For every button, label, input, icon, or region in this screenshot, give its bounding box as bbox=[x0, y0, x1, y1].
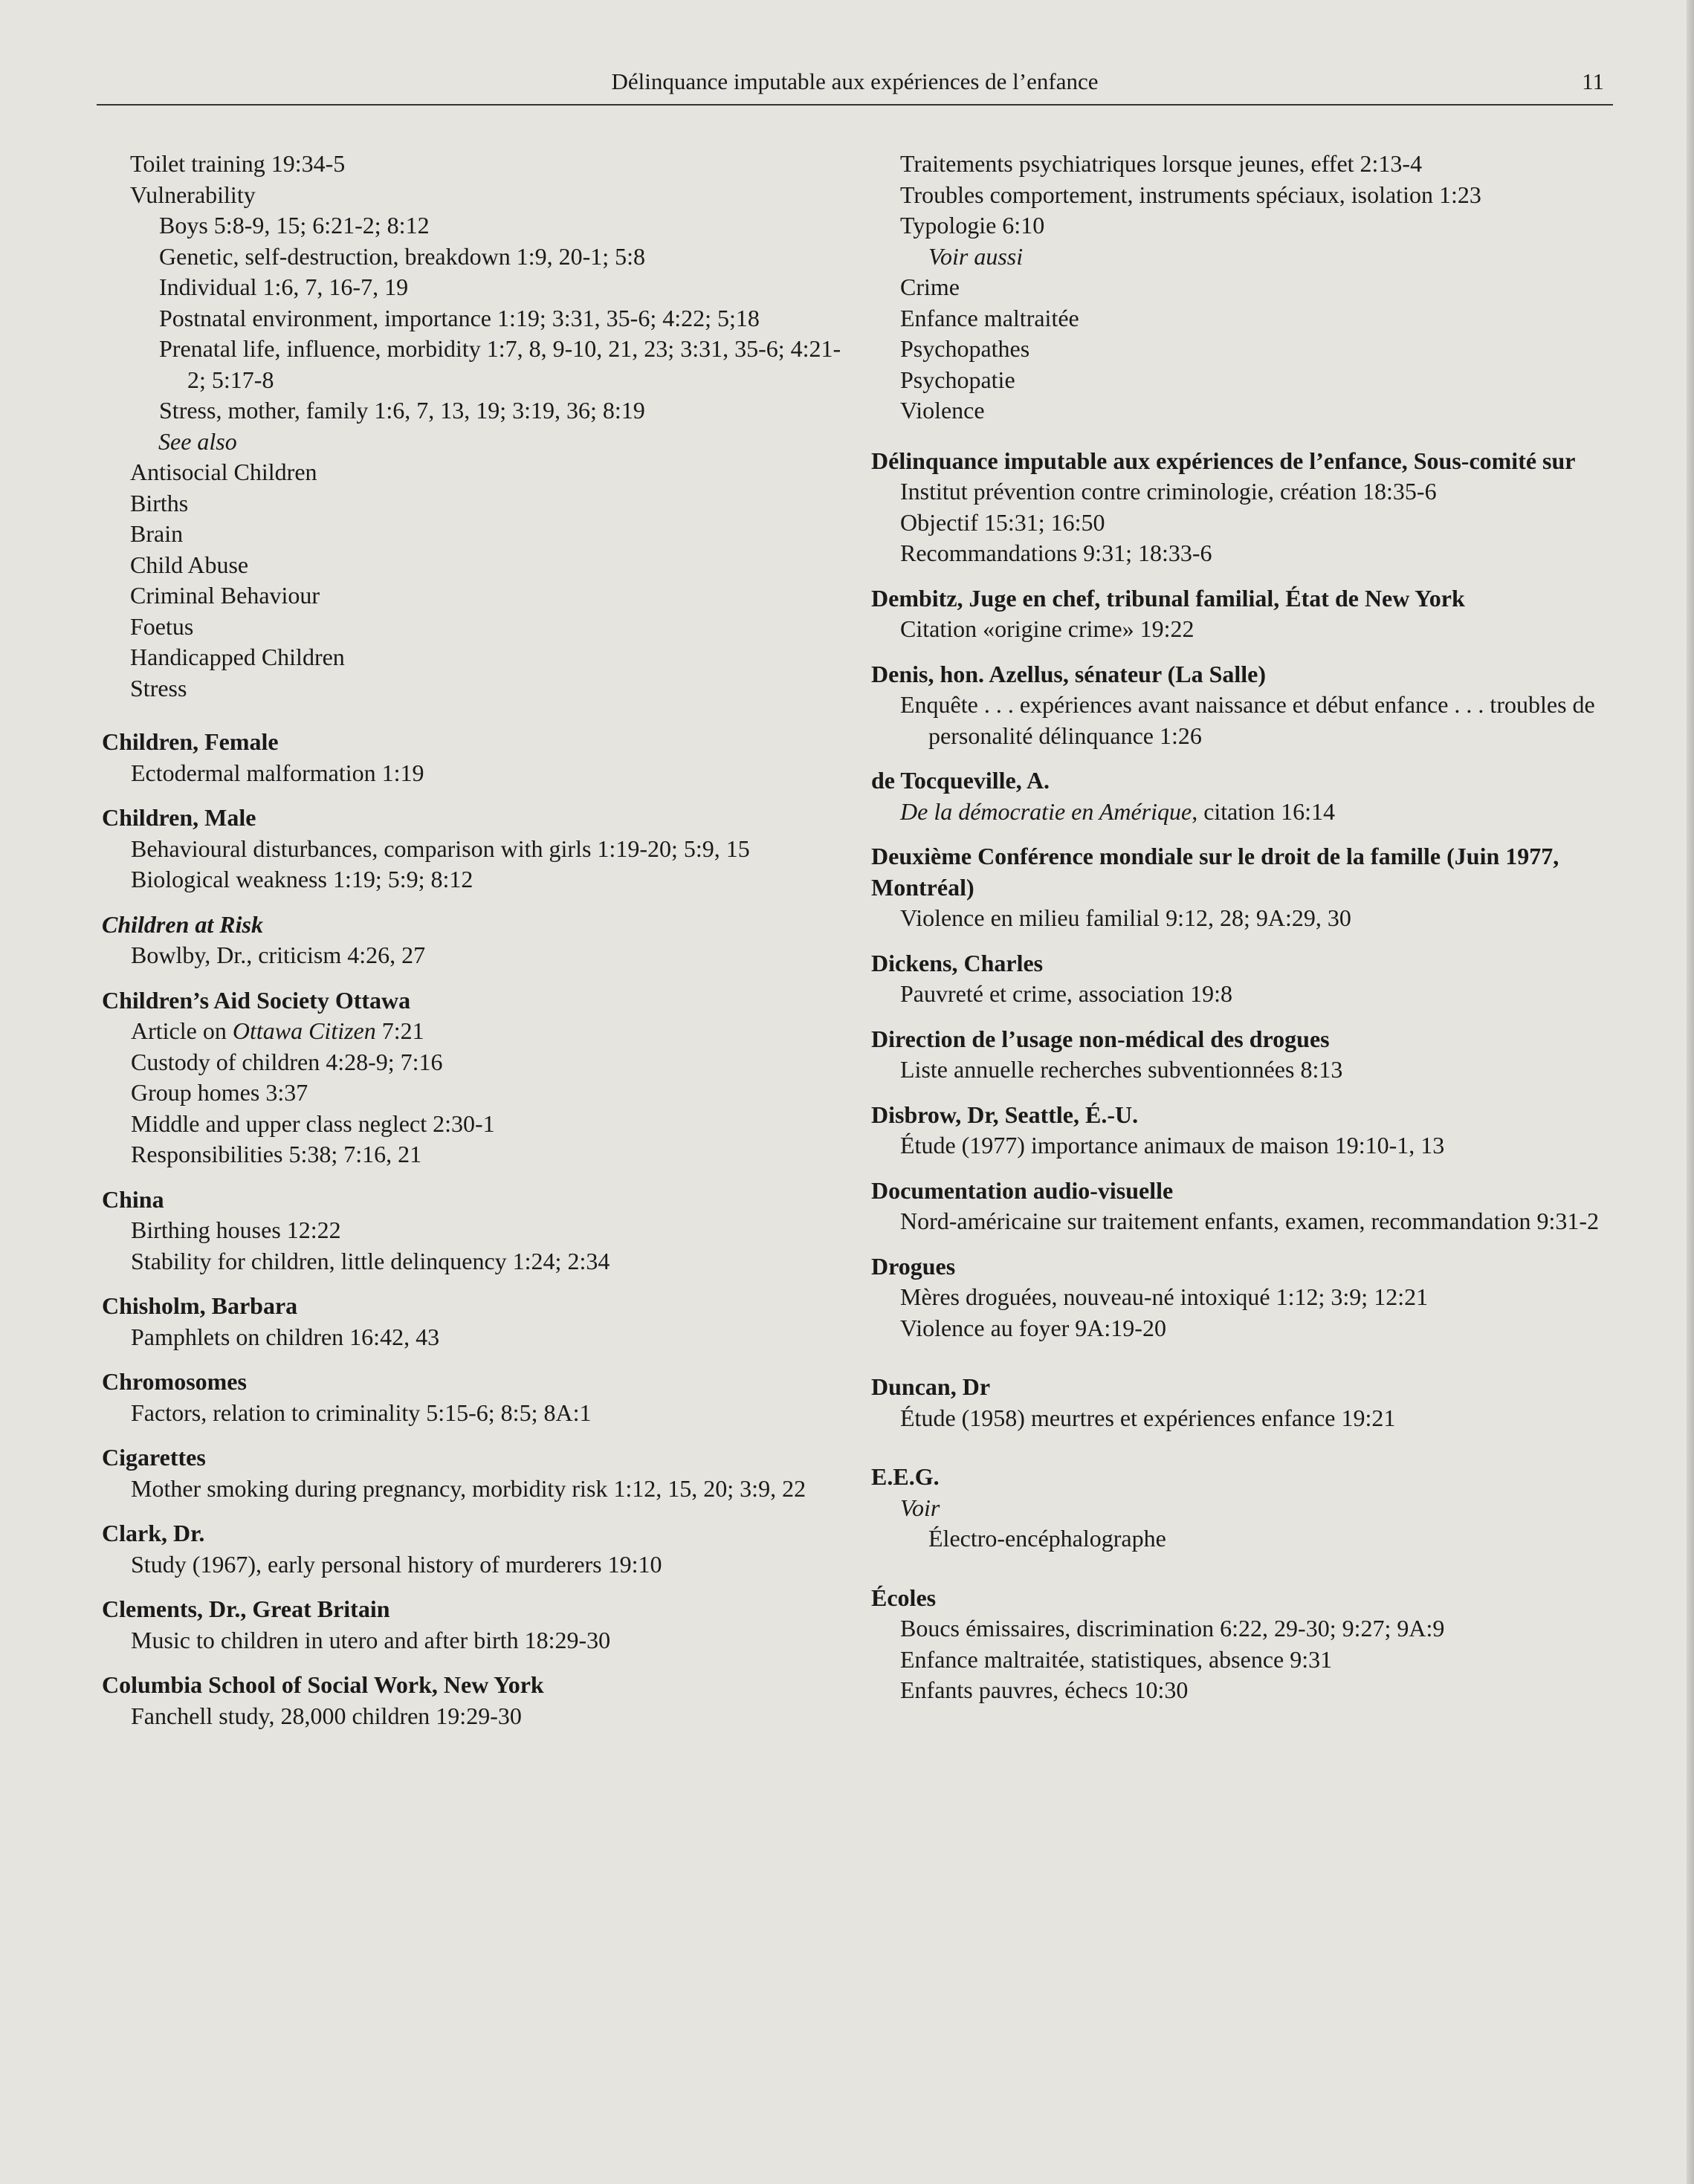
entry-subitem: Stability for children, little delinquency 1:24; 2:34 bbox=[131, 1247, 610, 1274]
entry-subitem: Birthing houses 12:22 bbox=[131, 1216, 341, 1243]
entry-subitem: Nord-américaine sur traitement enfants, examen, recommandation 9:31-2 bbox=[900, 1208, 1600, 1234]
entry-subitem: Objectif 15:31; 16:50 bbox=[900, 508, 1105, 536]
vulnerability-item: Postnatal environment, importance 1:19; 3:31, 35-6; 4:22; 5;18 bbox=[159, 304, 760, 331]
index-entry bbox=[102, 1518, 845, 1580]
entry-heading: China bbox=[102, 1185, 164, 1213]
entry-subitem: Enfance maltraitée, statistiques, absence 9:31 bbox=[900, 1645, 1333, 1673]
entry-heading: Columbia School of Social Work, New York bbox=[102, 1671, 544, 1698]
entry-subitem bbox=[102, 1016, 845, 1047]
index-entry bbox=[871, 446, 1614, 569]
subentry-toilet-training: Toilet training 19:34-5 bbox=[130, 150, 346, 177]
vulnerability-item: Boys 5:8-9, 15; 6:21-2; 8:12 bbox=[159, 212, 430, 239]
entry-subitem: Responsibilities 5:38; 7:16, 21 bbox=[131, 1141, 422, 1167]
index-entry bbox=[102, 1291, 845, 1352]
index-entry bbox=[871, 765, 1614, 827]
index-entry bbox=[871, 1372, 1614, 1433]
see-also-item: Handicapped Children bbox=[130, 644, 345, 670]
entry-subitem: Fanchell study, 28,000 children 19:29-30 bbox=[131, 1702, 522, 1729]
entry-subitem: Study (1967), early personal history of murderers 19:10 bbox=[131, 1550, 662, 1578]
see-also-label: See also bbox=[158, 427, 237, 455]
entry-heading: Cigarettes bbox=[102, 1444, 206, 1471]
index-entry bbox=[871, 659, 1614, 752]
entry-subitem: Pauvreté et crime, association 19:8 bbox=[900, 980, 1232, 1007]
entry-heading: Denis, hon. Azellus, sénateur (La Salle) bbox=[871, 660, 1266, 687]
index-entry bbox=[102, 1185, 845, 1277]
entry-heading: Clark, Dr. bbox=[102, 1520, 205, 1546]
vulnerability-list bbox=[130, 210, 845, 457]
article-prefix: Article on bbox=[131, 1017, 233, 1044]
see-also-item: Foetus bbox=[130, 612, 194, 640]
index-entry bbox=[871, 1024, 1614, 1086]
entry-heading: Dickens, Charles bbox=[871, 949, 1044, 976]
see-also-item: Child Abuse bbox=[130, 551, 249, 578]
see-also-item: Antisocial Children bbox=[130, 458, 317, 485]
index-entry bbox=[102, 1594, 845, 1656]
entry-heading: Dembitz, Juge en chef, tribunal familial, État de New York bbox=[871, 584, 1465, 612]
index-entry bbox=[102, 910, 845, 971]
see-also-item: Brain bbox=[130, 520, 184, 547]
entry-subitem: Enquête . . . expériences avant naissance et début enfance . . . troubles de personalité délinquance 1:26 bbox=[900, 691, 1595, 749]
index-entry-delinquance-continued bbox=[871, 149, 1614, 427]
voir-aussi-label: Voir aussi bbox=[928, 242, 1024, 270]
voir-aussi-item: Crime bbox=[900, 273, 960, 300]
article-title: Ottawa Citizen bbox=[232, 1017, 376, 1044]
entry-subitem: Pamphlets on children 16:42, 43 bbox=[131, 1323, 440, 1350]
entry-heading: Deuxième Conférence mondiale sur le droit de la famille (Juin 1977, Montréal) bbox=[871, 843, 1559, 901]
page-number: 11 bbox=[1582, 68, 1604, 94]
entry-subitem: Institut prévention contre criminologie, création 18:35-6 bbox=[900, 478, 1437, 505]
index-entry bbox=[871, 1462, 1614, 1555]
entry-heading: Délinquance imputable aux expériences de l’enfance, Sous-comité sur bbox=[871, 447, 1576, 474]
entry-subitem: Ectodermal malformation 1:19 bbox=[131, 759, 424, 786]
index-entry-children-continued bbox=[102, 149, 845, 704]
entry-subitem: Biological weakness 1:19; 5:9; 8:12 bbox=[131, 866, 473, 892]
index-entry bbox=[871, 1100, 1614, 1161]
entry-heading: Disbrow, Dr, Seattle, É.-U. bbox=[871, 1101, 1139, 1128]
voir-aussi-item: Psychopatie bbox=[900, 366, 1015, 393]
index-entry bbox=[871, 1251, 1614, 1344]
entry-subitem: Étude (1977) importance animaux de maison 19:10-1, 13 bbox=[900, 1132, 1445, 1159]
vulnerability-item: Genetic, self-destruction, breakdown 1:9, 20-1; 5:8 bbox=[159, 242, 646, 270]
entry-subitem: Recommandations 9:31; 18:33-6 bbox=[900, 539, 1212, 566]
entry-subitem: Mother smoking during pregnancy, morbidity risk 1:12, 15, 20; 3:9, 22 bbox=[131, 1474, 806, 1502]
entry-subitem: Enfants pauvres, échecs 10:30 bbox=[900, 1676, 1189, 1703]
index-entry bbox=[102, 803, 845, 895]
left-column bbox=[102, 149, 845, 1731]
header-rule bbox=[97, 104, 1613, 106]
entry-subitem: Group homes 3:37 bbox=[131, 1079, 308, 1106]
book-title: De la démocratie en Amérique bbox=[900, 797, 1192, 825]
entry-subitem: Custody of children 4:28-9; 7:16 bbox=[131, 1048, 443, 1075]
index-entry bbox=[102, 1442, 845, 1504]
voir-label: Voir bbox=[900, 1494, 940, 1521]
voir-target: Électro-encéphalographe bbox=[928, 1525, 1166, 1552]
book-citation: , citation 16:14 bbox=[1192, 797, 1336, 825]
entry-heading: Documentation audio-visuelle bbox=[871, 1176, 1174, 1204]
see-also-item: Births bbox=[130, 489, 189, 516]
article-suffix: 7:21 bbox=[375, 1017, 424, 1044]
entry-heading: Duncan, Dr bbox=[871, 1373, 991, 1400]
subentry-vulnerability: Vulnerability bbox=[130, 181, 256, 208]
entry-subitem: Typologie 6:10 bbox=[900, 212, 1045, 239]
right-column bbox=[871, 149, 1614, 1706]
entry-subitem: Behavioural disturbances, comparison with girls 1:19-20; 5:9, 15 bbox=[131, 835, 750, 862]
entry-subitem: Factors, relation to criminality 5:15-6; 8:5; 8A:1 bbox=[131, 1399, 592, 1426]
entry-heading: de Tocqueville, A. bbox=[871, 767, 1050, 794]
index-entry bbox=[871, 1583, 1614, 1706]
see-also-item: Stress bbox=[130, 674, 187, 701]
entry-subitem: Violence en milieu familial 9:12, 28; 9A:29, 30 bbox=[900, 904, 1351, 931]
running-title: Délinquance imputable aux expériences de l’enfance bbox=[611, 68, 1099, 94]
entry-heading: Children, Male bbox=[102, 804, 256, 831]
see-also-item: Criminal Behaviour bbox=[130, 582, 320, 609]
entry-heading: E.E.G. bbox=[871, 1463, 940, 1490]
voir-aussi-item: Violence bbox=[900, 397, 985, 424]
vulnerability-item: Individual 1:6, 7, 16-7, 19 bbox=[159, 273, 409, 300]
entry-subitem: Middle and upper class neglect 2:30-1 bbox=[131, 1109, 495, 1137]
entry-heading: Children, Female bbox=[102, 728, 279, 755]
index-entry bbox=[102, 985, 845, 1170]
running-header bbox=[97, 68, 1613, 106]
entry-heading: Chromosomes bbox=[102, 1368, 247, 1395]
entry-heading: Clements, Dr., Great Britain bbox=[102, 1595, 390, 1622]
index-entry bbox=[102, 1367, 845, 1428]
entry-subitem: Violence au foyer 9A:19-20 bbox=[900, 1314, 1166, 1341]
entry-heading: Children at Risk bbox=[102, 910, 263, 938]
voir-aussi-item: Enfance maltraitée bbox=[900, 304, 1079, 331]
vulnerability-item: Stress, mother, family 1:6, 7, 13, 19; 3:19, 36; 8:19 bbox=[159, 397, 645, 424]
entry-subitem bbox=[871, 797, 1614, 828]
entry-subitem: Troubles comportement, instruments spéciaux, isolation 1:23 bbox=[900, 181, 1481, 208]
index-entry bbox=[871, 948, 1614, 1010]
entry-heading: Direction de l’usage non-médical des drogues bbox=[871, 1025, 1330, 1052]
page-edge bbox=[1687, 0, 1694, 2184]
entry-heading: Écoles bbox=[871, 1584, 937, 1611]
entry-subitem: Citation «origine crime» 19:22 bbox=[900, 615, 1194, 642]
entry-heading: Children’s Aid Society Ottawa bbox=[102, 986, 411, 1014]
entry-subitem: Boucs émissaires, discrimination 6:22, 29-30; 9:27; 9A:9 bbox=[900, 1615, 1445, 1642]
index-entry bbox=[871, 841, 1614, 934]
entry-subitem: Liste annuelle recherches subventionnées 8:13 bbox=[900, 1056, 1343, 1083]
vulnerability-item: Prenatal life, influence, morbidity 1:7, 8, 9-10, 21, 23; 3:31, 35-6; 4:21-2; 5:17-8 bbox=[159, 335, 841, 393]
entry-heading: Drogues bbox=[871, 1252, 956, 1280]
index-entry bbox=[871, 583, 1614, 645]
index-entry bbox=[102, 1670, 845, 1731]
entry-subitem: Mères droguées, nouveau-né intoxiqué 1:12; 3:9; 12:21 bbox=[900, 1283, 1429, 1310]
entry-subitem: Music to children in utero and after birth 18:29-30 bbox=[131, 1626, 611, 1653]
index-entry bbox=[871, 1176, 1614, 1237]
voir-aussi-item: Psychopathes bbox=[900, 335, 1030, 362]
index-entry bbox=[102, 727, 845, 788]
entry-subitem: Bowlby, Dr., criticism 4:26, 27 bbox=[131, 942, 426, 968]
entry-subitem: Étude (1958) meurtres et expériences enfance 19:21 bbox=[900, 1404, 1396, 1431]
entry-subitem: Traitements psychiatriques lorsque jeunes, effet 2:13-4 bbox=[900, 150, 1423, 177]
entry-heading: Chisholm, Barbara bbox=[102, 1292, 298, 1319]
